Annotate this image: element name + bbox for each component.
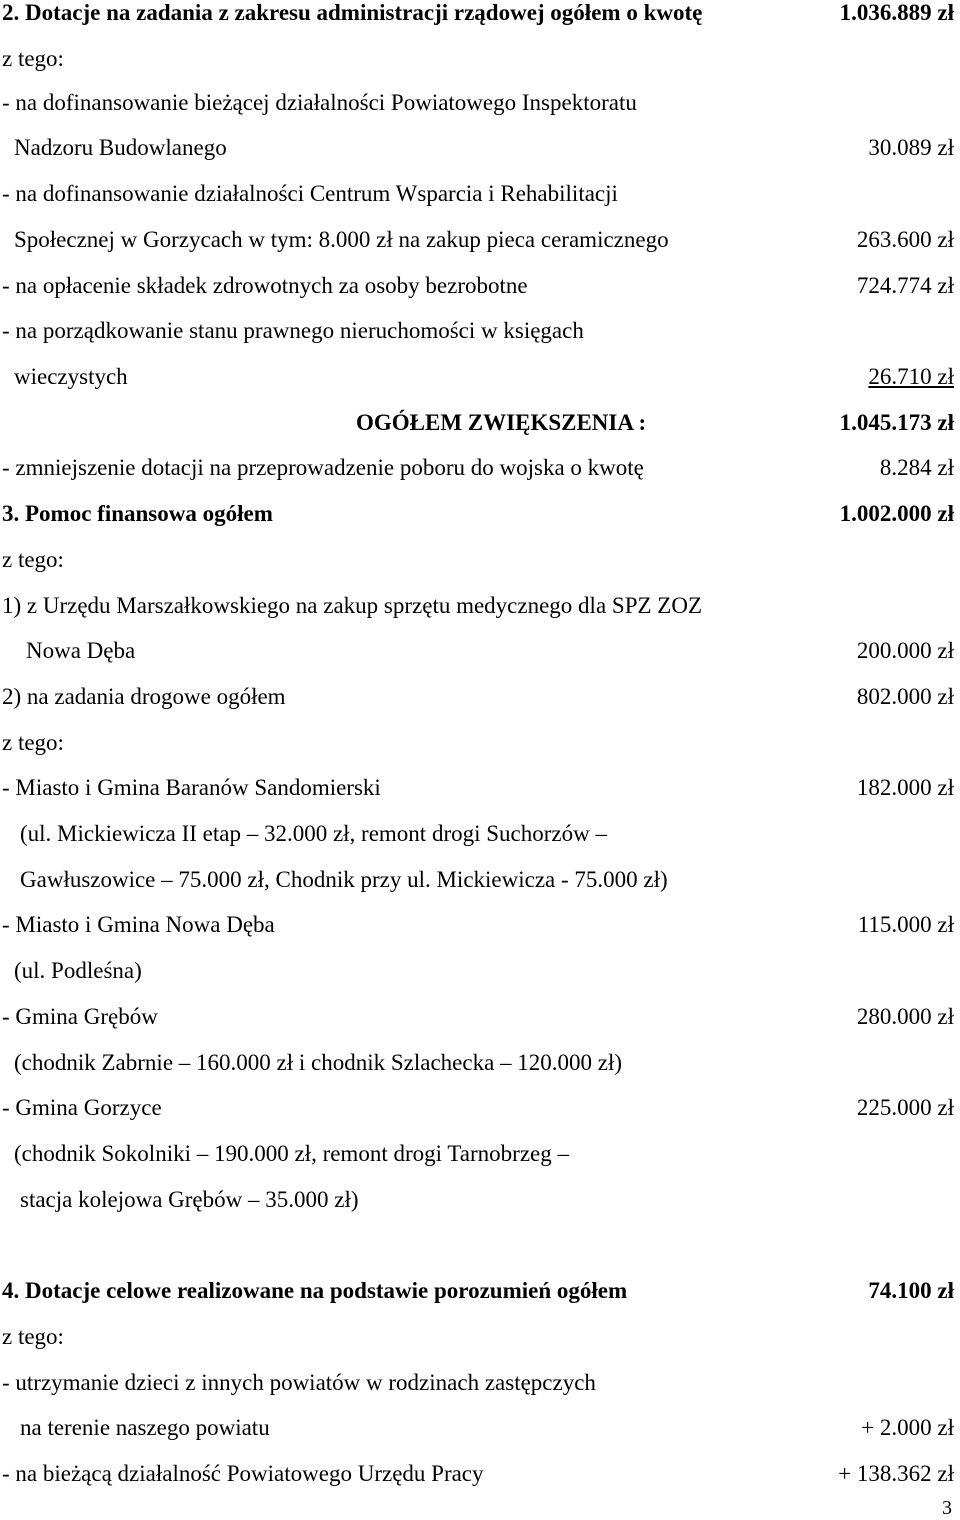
item-text: - Gmina Gorzyce [2,1095,162,1120]
z-tego-label: z tego: [2,46,64,71]
item-text: 2) na zadania drogowe ogółem [2,684,286,709]
item-amount: 115.000 zł [857,912,954,937]
text-row [0,86,960,120]
text-row [0,1137,960,1171]
item-text: - na dofinansowanie bieżącej działalności Powiatowego Inspektoratu [2,90,637,115]
item-row [0,771,960,805]
item-amount: 225.000 zł [856,1095,954,1120]
z-tego-row [0,1320,960,1354]
text-row [0,817,960,851]
total-increase-amount: 1.045.173 zł [839,410,954,435]
item-amount: + 2.000 zł [861,1415,954,1440]
item-row [0,1000,960,1034]
item-amount: 200.000 zł [856,638,954,663]
z-tego-label: z tego: [2,730,64,755]
item-text: - zmniejszenie dotacji na przeprowadzenie poboru do wojska o kwotę [2,455,644,480]
item-text: - utrzymanie dzieci z innych powiatów w rodzinach zastępczych [2,1370,596,1395]
section-3-heading: 3. Pomoc finansowa ogółem [2,501,273,526]
item-text: Gawłuszowice – 75.000 zł, Chodnik przy ul. Mickiewicza - 75.000 zł) [20,867,668,892]
item-amount: 724.774 zł [856,273,954,298]
item-row [0,634,960,668]
item-row [0,269,960,303]
page-number: 3 [942,1497,952,1519]
item-row [0,1457,960,1491]
section-4-heading: 4. Dotacje celowe realizowane na podstawie porozumień ogółem [2,1278,628,1303]
item-row [0,451,960,485]
section-3-heading-row [0,497,960,531]
item-text: - na porządkowanie stanu prawnego nieruchomości w księgach [2,318,584,343]
item-amount: 802.000 zł [856,684,954,709]
z-tego-label: z tego: [2,547,64,572]
text-row [0,1183,960,1217]
item-row [0,1411,960,1445]
text-row [0,954,960,988]
text-row [0,1046,960,1080]
item-amount: 280.000 zł [856,1004,954,1029]
item-text: 1) z Urzędu Marszałkowskiego na zakup sprzętu medycznego dla SPZ ZOZ [2,593,702,618]
item-row [0,680,960,714]
item-text: - na bieżącą działalność Powiatowego Urzędu Pracy [2,1461,484,1486]
total-increase-row [0,406,960,440]
text-row [0,863,960,897]
item-text: - Gmina Grębów [2,1004,158,1029]
text-row [0,177,960,211]
total-increase-label: OGÓŁEM ZWIĘKSZENIA : [356,410,647,435]
section-2-heading-row [0,0,960,30]
text-row [0,314,960,348]
item-amount: + 138.362 zł [838,1461,954,1486]
item-text: Nadzoru Budowlanego [14,135,227,160]
item-row [0,360,960,394]
item-text: (ul. Mickiewicza II etap – 32.000 zł, remont drogi Suchorzów – [20,821,607,846]
item-amount: 26.710 zł [868,364,954,389]
item-text: Nowa Dęba [26,638,136,663]
item-text: - Miasto i Gmina Baranów Sandomierski [2,775,381,800]
item-text: - na opłacenie składek zdrowotnych za osoby bezrobotne [2,273,528,298]
item-amount: 182.000 zł [856,775,954,800]
item-text: (chodnik Zabrnie – 160.000 zł i chodnik Szlachecka – 120.000 zł) [14,1050,623,1075]
item-amount: 8.284 zł [879,455,954,480]
z-tego-row [0,726,960,760]
item-amount: 263.600 zł [856,227,954,252]
item-text: Społecznej w Gorzycach w tym: 8.000 zł na zakup pieca ceramicznego [14,227,669,252]
section-2-heading: 2. Dotacje na zadania z zakresu administracji rządowej ogółem o kwotę [2,0,703,25]
section-4-total: 74.100 zł [868,1278,954,1303]
item-text: - Miasto i Gmina Nowa Dęba [2,912,275,937]
item-text: - na dofinansowanie działalności Centrum Wsparcia i Rehabilitacji [2,181,618,206]
item-amount: 30.089 zł [868,135,954,160]
text-row [0,589,960,623]
item-text: na terenie naszego powiatu [20,1415,270,1440]
item-row [0,908,960,942]
item-row [0,131,960,165]
item-text: stacja kolejowa Grębów – 35.000 zł) [20,1187,359,1212]
item-text: wieczystych [14,364,128,389]
item-row [0,1091,960,1125]
z-tego-row [0,543,960,577]
section-3-total: 1.002.000 zł [839,501,954,526]
section-4-heading-row [0,1274,960,1308]
z-tego-row [0,42,960,76]
item-text: (ul. Podleśna) [14,958,142,983]
z-tego-label: z tego: [2,1324,64,1349]
section-2-total: 1.036.889 zł [839,0,954,25]
item-row [0,223,960,257]
text-row [0,1366,960,1400]
item-text: (chodnik Sokolniki – 190.000 zł, remont drogi Tarnobrzeg – [14,1141,569,1166]
